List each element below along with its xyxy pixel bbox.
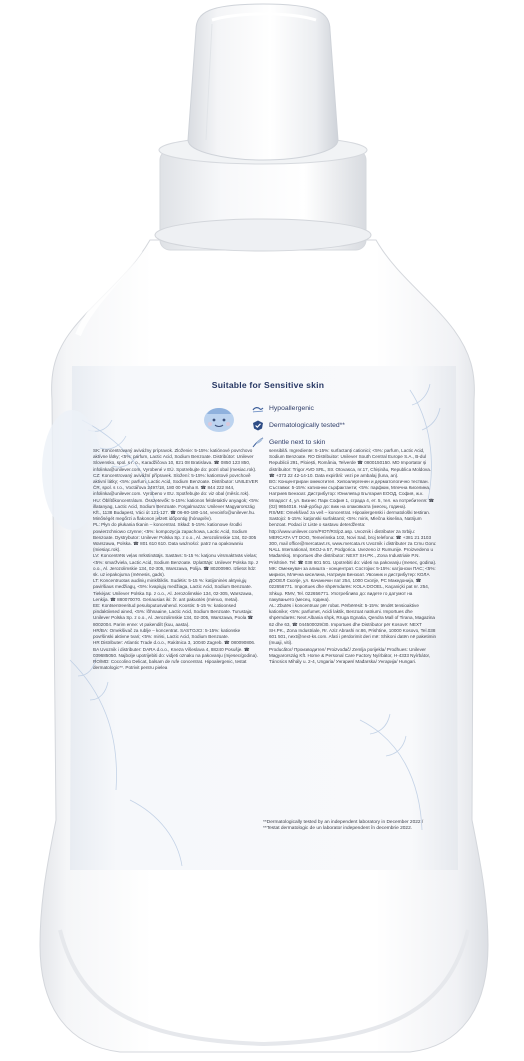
- feather-icon: [252, 437, 264, 448]
- ingredients-left-column: SK: Koncentrovaný aviváźny prípravok. Zloženie: 5-15%: katiónové povrchovo aktívne látky; <5%: parfum, Lactic Acid, Sodium Benzoate. Distribútor: Unilever Slovensko, spol. s r. o., Karadžičova 10, 821 08 Bratislava. ☎ 0850 123 850, infolinka@unilever.com. Vyrobené v EÚ. Spotrebujte do: pozri obal (mesiac.rok). CZ: Koncentrovaný aviváźní přípravek. Složení: 5-15%: kationtové povrchově aktivní látky; <5%: parfum, Lactic Acid, Sodium Benzoate. Distributor: UNILEVER ČR, spol. s r.o., Voctářova 2497/18, 180 00 Praha 8. ☎ 844 222 844, infolinka@unilever.com. Vyrobeno v EU. Spotřebujte do: viz obal (měsíc.rok). HU: Öblítőkoncentrátum. Összetevők: 5-15%: kationos felületaktív anyagok; <5%: illatanyag, Lactic Acid, Sodium Benzoate. Forgalmazza: Unilever Magyarország Kft., 1138 Budapest, Váci út 121-127. ☎ 06-80-180-144, vevoinfo@unilever.hu. Minőségét megőrzi a flakonon jelzett időpontig (hónap/év). PL: Płyn do płukania tkanin – koncentrat. Skład: 5-15%: kationowe środki powierzchniowo czynne; <5%: kompozycja zapachowa, Lactic Acid, Sodium Benzoate. Dystrybutor: Unilever Polska Sp. z o.o., Al. Jerozolimskie 134, 02-305 Warszawa, Polska. ☎ 801 610 610. Data ważności: patrz na opakowaniu (miesiąc.rok). LV: Koncentrēts veļas mīkstinātājs. Sastāvs: 5-15 %: katjonu virsmaktīvās vielas; <5%: smaržviela, Lactic Acid, Sodium Benzoate. Izplatītājs: Unilever Polska Sp. z o.o., Al. Jerozolimskie 134, 02-305, Warszawa, Polija. ☎ 80200990. Izlietot līdz: sk. uz iepakojuma (mēnesis, gads). LT: Koncentruotas audinių minkštiklis. Sudėtis: 5-15 %: katijoninės aktyviųjų paviršiaus medžiagų, <5%: kvapiųjų medžiaga, Lactic Acid, Sodium Benzoate. Tiekėjas: Unilever Polska Sp. z o.o., Al. Jerozolimskie 134, 02-305, Warszawa, Lenkija. ☎ 880070070. Geriausias iki: žr. ant pakuotės (mėnuo, metai). EE: Kontsentreeritud pesuloputusvahend. Koostis: 5-15 %: katioonsed pindaktiivsed ained, <5%: lõhnaaine, Lactic Acid, Sodium Benzoate. Turustaja: Unilever Polska Sp. z o.o., Al. Jerozolimskie 134, 02-305, Warszawa, Poola ☎ 8002004. Parim enne: vt pakendilt (kuu, aasta). HR/BA: Omekšivač za rublje – koncentrat. SASTOJCI: 5-15%: kationske površinski aktivne tvari; <5%: mirisi, Lactic Acid, Sodium Benzoate. HR Distributer: Atlantic Trade d.o.o., Rakitnica 3, 10040 Zagreb. ☎ 080090806. BA Uvoznik i distributer: DARA d.o.o., Kneza Višeslava 4, 88240 Posušje. ☎ 039685050. Najbolje upotrijebiti do: vidjeti oznaku na pakovanju (mjesec/godina). RO/MD: Coccolino Delicat, balsam de rufe concentrat. Hipoalergenic, testat dermatologic**. Potrivit pentru pielea: [93, 448, 260, 671]
- claim-text: Gentle next to skin: [269, 439, 326, 446]
- checkmark-badge-icon: [252, 420, 264, 431]
- hand-wave-icon: [252, 403, 264, 414]
- claim-text: Dermatologically tested**: [269, 422, 345, 429]
- bottle-cap: [188, 4, 338, 160]
- claim-dermatologically-tested: [252, 417, 412, 434]
- ingredients-right-column: sensibilă. Ingrediente: 5-15%: surfactanți cationici; <5%: parfum, Lactic Acid, Sodium Benzoate. RO Distribuitor: Unilever South Central Europe S.A., B-dul Republicii 291, Ploiești, România, Telverde ☎ 0800150150. MD Importator și distribuitor: Trigor AVD SRL, Str. Otovasca, nr.17, Chișinău, Republica Moldova. ☎ +373 22 42-14-10. Data expirării: vezi pe ambalaj (luna, an). BG: Концентриран омекотител. Хипоалергенен и дерматологично тестван. Съставки: 5-15%: катионни сърфактанти; <5%: парфюм, Млечна Киселина, Натриев Бензоат. Дистрибутор: Юнилевър България ЕООД, София, ж.к. Младост 4, ул. Бизнес Парк София 1, сграда 4, ет. 5, тел. на потребителя: ☎ (02) 9654016. Най-добър до: виж на опаковката (месец, година). RS/ME: Omekšivač za veš – koncentrat. Hipoalergenski i dermatološki testiran. Sastojci: 5-15%: katjonski surfaktanti; <5%: miris, Mlečna kiselina, Natrijum benzoat. Podaci iz Liste o sastavu deterdženta: http://www.unilever.com/PIOT/RS/p2.asp. Uvoznik i distributer za Srbiju: MERCATA VT DOO, Temerinska 102, Novi Sad, broj telefona: ☎ +381 21 3103 300, mail office@mercatavt.rs, www.mercata.rs Uvoznik i distributer za Crnu Goru: NALL International, SKOJ-a 57, Podgorica. Uvezeno iz Rumunije. Proizvedeno u Mađarskoj. Importues dhe distributor: NEXT SH.PK., Zona Industriale P.N. Prishtinë. Tel: ☎ 038 601 501. Upotrebiti do: videti na pakovanju (mesec, godina). MK: Омекнувач за алишта - концентрат. Состојки: 5-15%: катјонски ПАС; <5%: мириси, Млечна киселина, Натриум Бензоат. Увозник и дистрибутер: КОЛА ДООЕЛ Скопје, ул. Качаничкн пат 254, 1000 Скопје, РС Македонија, ☎ 022656771. Importues dhe shpërndarës: KOLA DOOEL, Kaçaniçki pat nr. 254, Shkup. RMV, Tel. 022656771. Употребливо до: видете го датумот на пакувањето (месец, година). AL: Zbutës i koncentruar për robat. Përbërësit: 5-15%: tëndët tensioaktive kationike; <5%: parfumet, Acidi laktik, Benzoat natriumi. Importues dhe shpërndarës: Next Albania shpk, Rruga Egnatia, Qendra Mall of Tirana, Magazina 62 dhe 63, ☎ 044500029/30. Importues dhe Distributor për Kosovë: NEXT SH.PK., Zona Industriale, Rr. Aziz Abrashi nr.86, Prishtine, 10000 Kosovo, Tel.038 601 501, next@next-ks.com. Afati i përdorimit deri më: Shikoni datën në paketimin (muaji, viti). Producător/ Производител/ Proizvođač/ Zemlja porijekla/ Prodhues: Unilever Magyarország Kft. Home & Personal Care Factory Nyírbátor, H-4333 Nyírbátor, Táncsics Mihály u. 2-4, Ungaria/ Унгария/ Mađarska/ Унгарија/ Hungari.: [269, 448, 437, 664]
- neck-ring: [155, 219, 371, 251]
- label-headline: Suitable for Sensitive skin: [211, 380, 325, 390]
- product-label: [93, 368, 443, 868]
- claim-text: Hypoallergenic: [269, 405, 314, 412]
- baby-face-icon: [201, 404, 237, 434]
- claim-hypoallergenic: [252, 400, 412, 417]
- claims-list: [252, 400, 412, 451]
- dermatology-footnote: **Dermatologically tested by an independent laboratory in December 2022 / **Testat dermatologic de un laborator independent în decembrie 2022.: [263, 820, 424, 832]
- ingredients-block: [93, 448, 443, 848]
